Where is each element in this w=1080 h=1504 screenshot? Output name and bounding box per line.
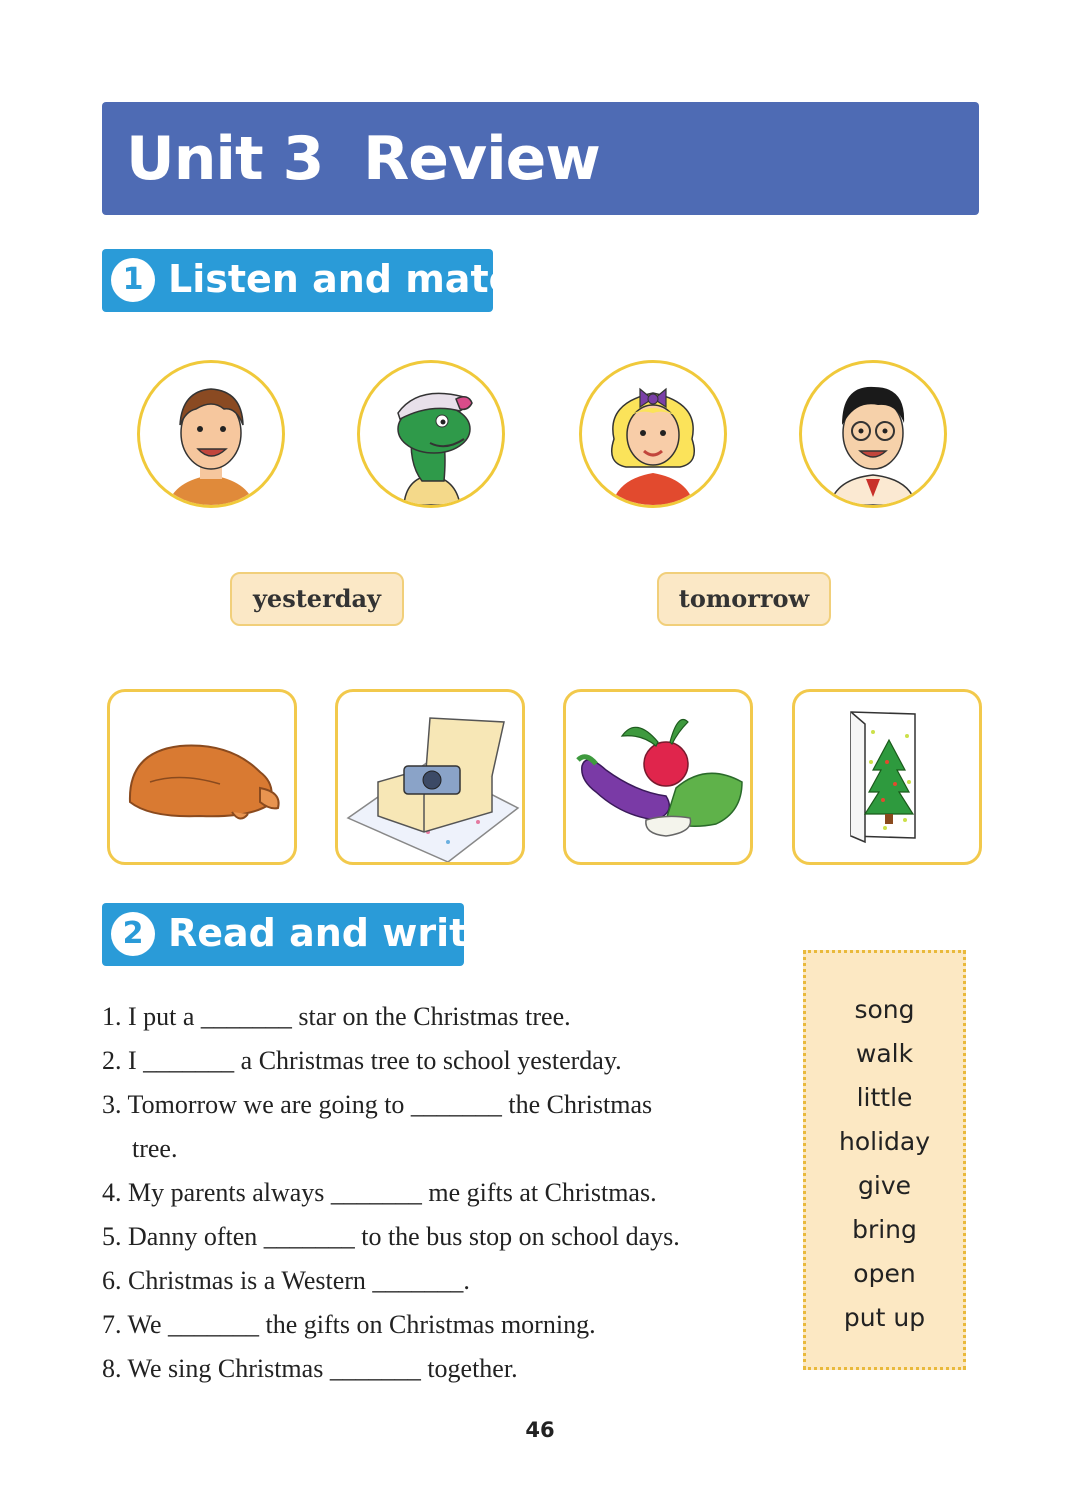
sentence-3-continued: tree. [132,1134,178,1163]
card-camera-in-box[interactable] [335,689,525,865]
sentence-4: 4. My parents always _______ me gifts at Christmas. [102,1178,657,1207]
title-bar [102,102,979,215]
card-roast-turkey[interactable] [107,689,297,865]
word-bring: bring [852,1215,917,1244]
section-1-label: Listen and match [168,257,539,301]
page-number: 46 [525,1418,555,1442]
vegetables-icon [566,692,750,862]
word-holiday: holiday [838,1127,930,1156]
section-1-number: 1 [111,258,155,302]
word-give: give [858,1171,911,1200]
section-2-header [102,903,494,966]
word-walk: walk [855,1039,914,1068]
card-christmas-card[interactable] [792,689,982,865]
page-title: Unit 3 Review [126,124,600,194]
dinosaur-icon [360,363,502,505]
sentence-1: 1. I put a _______ star on the Christmas tree. [102,1002,571,1031]
girl-with-bow-icon [582,363,724,505]
section-1-header [102,249,539,312]
roast-turkey-icon [110,692,294,862]
word-little: little [856,1083,913,1112]
portrait-boy-brown-hair[interactable] [137,360,285,508]
portrait-girl-with-bow[interactable] [579,360,727,508]
word-open: open [853,1259,916,1288]
boy-brown-hair-icon [140,363,282,505]
sentence-7: 7. We _______ the gifts on Christmas morning. [102,1310,596,1339]
sentence-8: 8. We sing Christmas _______ together. [102,1354,518,1383]
word-bank [803,950,966,1370]
label-yesterday[interactable]: yesterday [230,572,404,626]
sentence-5: 5. Danny often _______ to the bus stop on school days. [102,1222,680,1251]
boy-with-glasses-icon [802,363,944,505]
christmas-card-icon [795,692,979,862]
section-2-label: Read and write [168,911,494,955]
word-put-up: put up [843,1303,926,1332]
label-tomorrow[interactable]: tomorrow [657,572,831,626]
card-vegetables[interactable] [563,689,753,865]
portrait-boy-with-glasses[interactable] [799,360,947,508]
sentence-6: 6. Christmas is a Western _______. [102,1266,470,1295]
sentence-3: 3. Tomorrow we are going to _______ the Christmas [102,1090,653,1119]
camera-gift-box-icon [338,692,522,862]
section-2-number: 2 [111,912,155,956]
sentence-2: 2. I _______ a Christmas tree to school yesterday. [102,1046,622,1075]
word-song: song [854,995,915,1024]
portrait-dinosaur[interactable] [357,360,505,508]
